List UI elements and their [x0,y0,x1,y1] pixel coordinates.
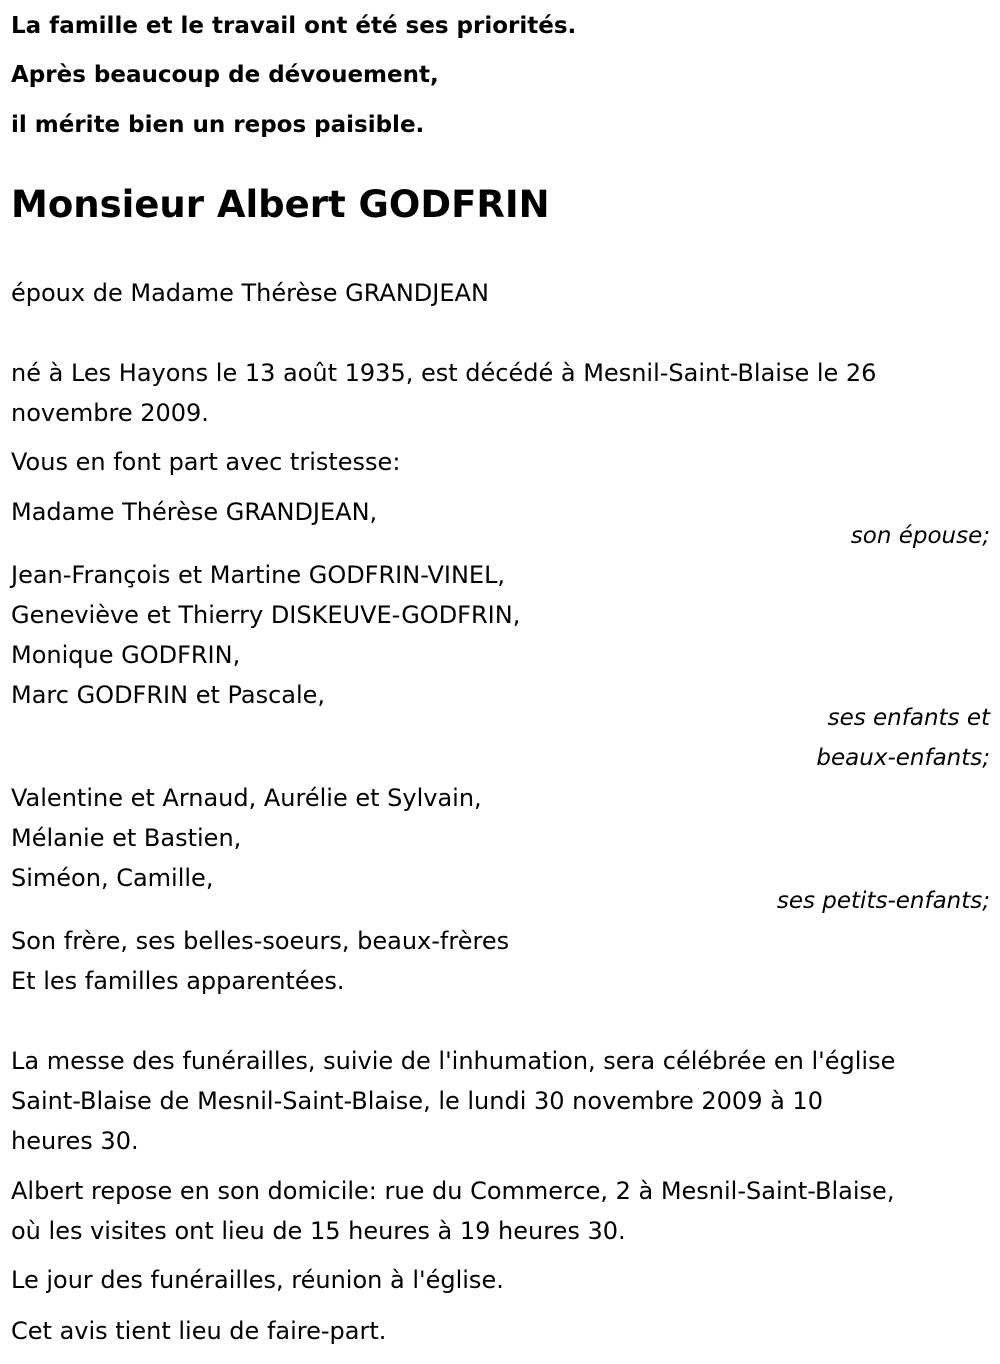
grandchild-name: Valentine et Arnaud, Aurélie et Sylvain, [11,784,482,812]
visitation-line-1: Albert repose en son domicile: rue du Commerce, 2 à Mesnil-Saint-Blaise, [11,1177,895,1205]
meeting-line [11,1260,990,1300]
funeral-line-3: heures 30. [11,1127,139,1155]
grandchild-name: Siméon, Camille, [11,864,214,892]
children-role-line-1: ses enfants et [827,705,990,731]
announce-line [11,442,990,482]
funeral-paragraph [11,1041,990,1161]
birth-death-line-2: novembre 2009. [11,399,209,427]
grandchildren-role: ses petits-enfants; [776,888,990,914]
child-name: Jean-François et Martine GODFRIN-VINEL, [11,561,506,589]
extended-family [11,921,990,1001]
notice-text: Cet avis tient lieu de faire-part. [11,1317,387,1345]
spouse-role: son épouse; [850,523,990,549]
spouse-name: Madame Thérèse GRANDJEAN, [11,498,378,526]
child-name: Geneviève et Thierry DISKEUVE-GODFRIN, [11,601,521,629]
epigraph-line-2: Après beaucoup de dévouement, [11,62,439,88]
extended-family-line-2: Et les familles apparentées. [11,967,345,995]
birth-death-paragraph [11,353,990,433]
children-group [11,555,990,715]
spouse-line-text: époux de Madame Thérèse GRANDJEAN [11,279,489,307]
notice-line [11,1311,990,1351]
birth-death-line-1: né à Les Hayons le 13 août 1935, est décédé à Mesnil-Saint-Blaise le 26 [11,359,877,387]
extended-family-line-1: Son frère, ses belles-soeurs, beaux-frères [11,927,510,955]
grandchild-name: Mélanie et Bastien, [11,824,242,852]
meeting-text: Le jour des funérailles, réunion à l'église. [11,1266,504,1294]
grandchildren-group [11,778,990,898]
child-name: Monique GODFRIN, [11,641,241,669]
spouse-line [11,273,990,313]
epigraph-line-3: il mérite bien un repos paisible. [11,112,425,138]
visitation-paragraph [11,1171,990,1251]
announce-text: Vous en font part avec tristesse: [11,448,401,476]
epigraph-line-1: La famille et le travail ont été ses priorités. [11,13,577,39]
spouse-group [11,492,990,532]
deceased-name: Monsieur Albert GODFRIN [11,183,550,226]
visitation-line-2: où les visites ont lieu de 15 heures à 19 heures 30. [11,1217,626,1245]
child-name: Marc GODFRIN et Pascale, [11,681,326,709]
funeral-line-2: Saint-Blaise de Mesnil-Saint-Blaise, le lundi 30 novembre 2009 à 10 [11,1087,823,1115]
children-role-line-2: beaux-enfants; [816,745,990,771]
funeral-line-1: La messe des funérailles, suivie de l'inhumation, sera célébrée en l'église [11,1047,896,1075]
